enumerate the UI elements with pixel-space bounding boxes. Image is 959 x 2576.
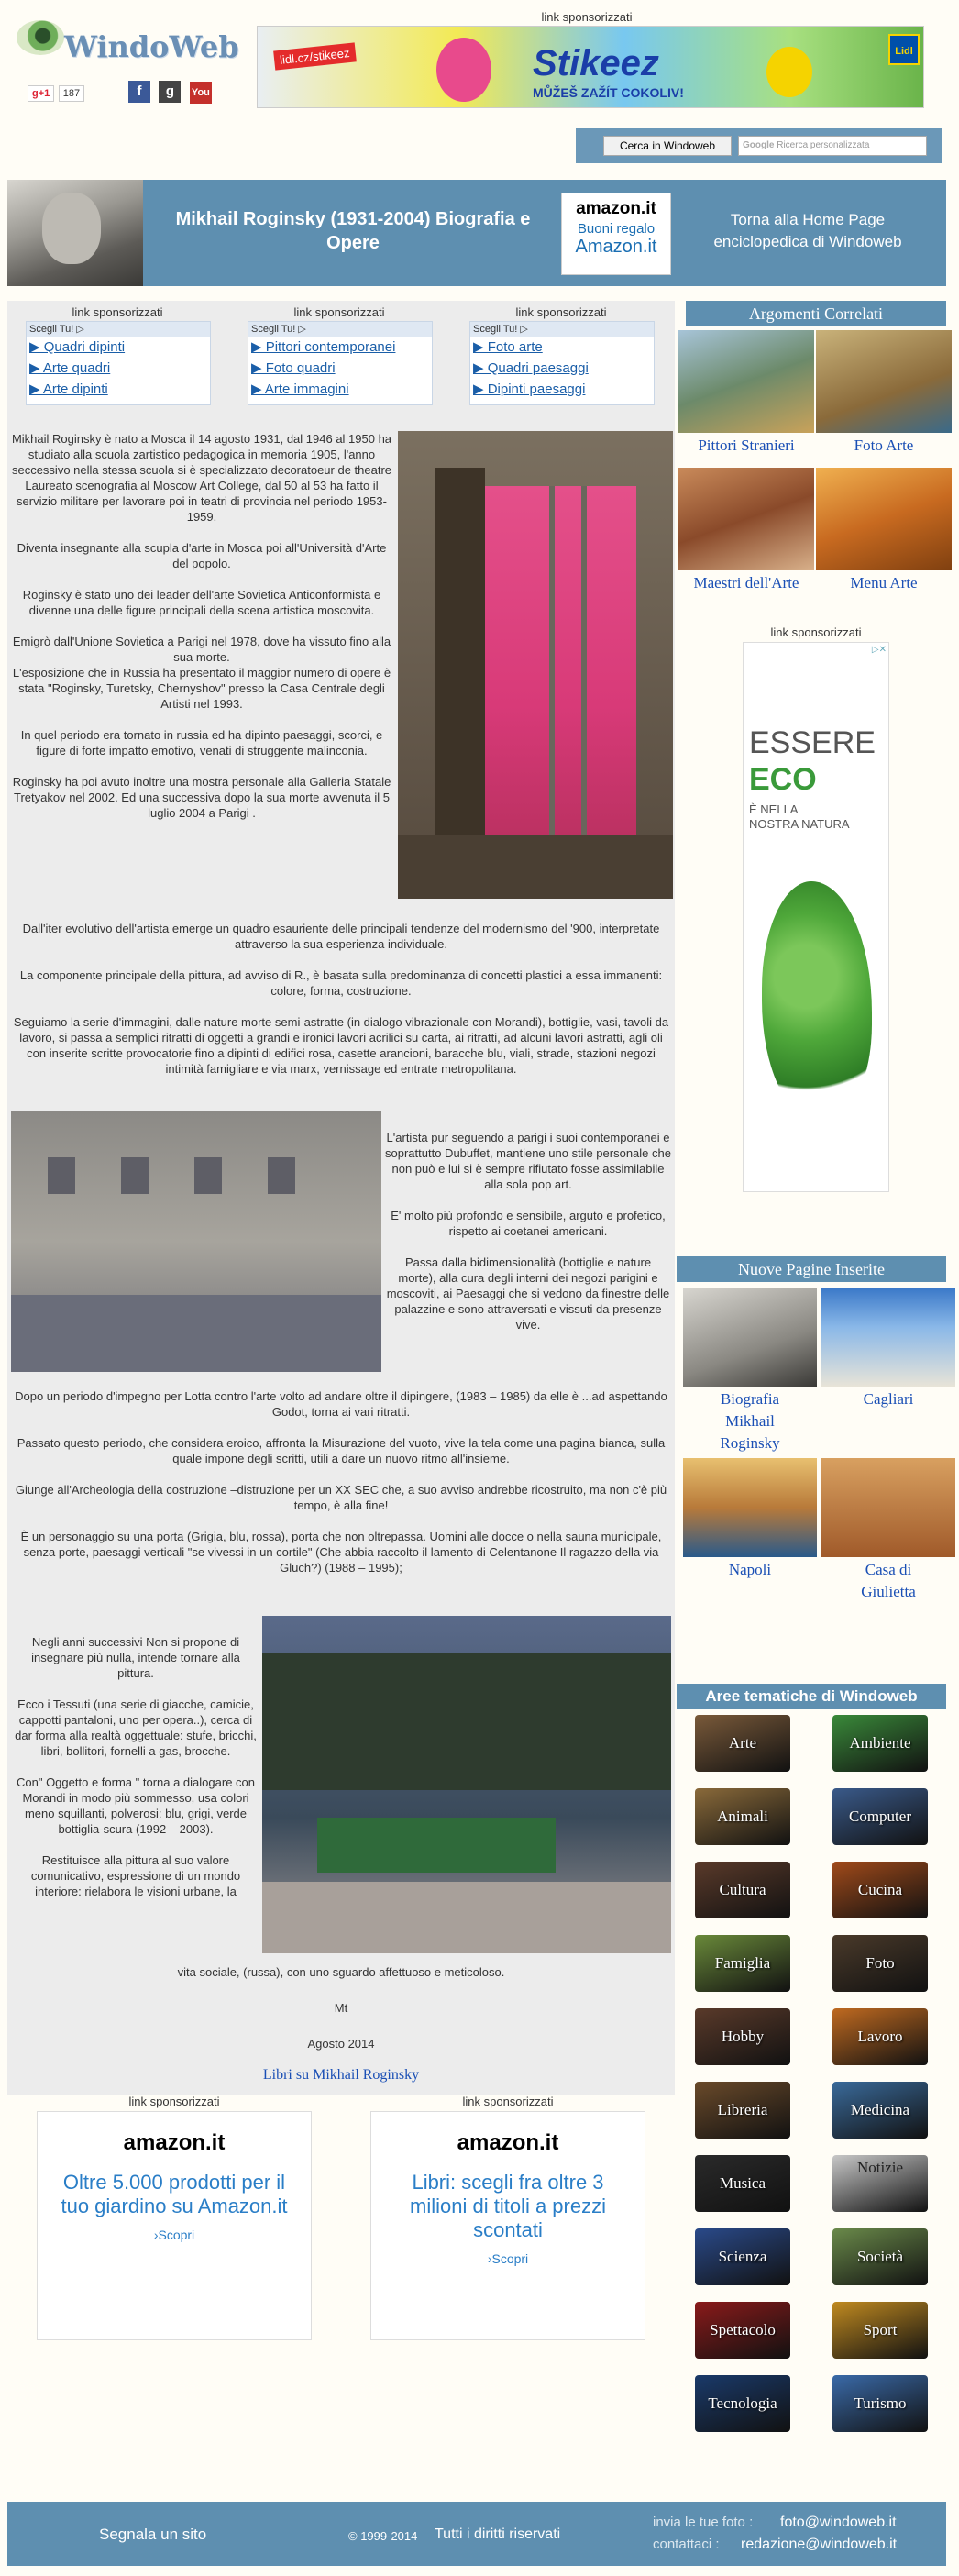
- adblock-label: link sponsorizzati: [72, 305, 163, 319]
- amazon-bottom-ad[interactable]: [37, 2111, 312, 2340]
- new-page-link[interactable]: Biografia Mikhail Roginsky: [720, 1390, 780, 1452]
- area-tile[interactable]: Spettacolo: [695, 2302, 790, 2359]
- article-block-5: [13, 1634, 259, 1899]
- adlink-item[interactable]: ▶ Arte immagini: [251, 381, 349, 397]
- paragraph: L'esposizione che in Russia ha presentato il maggior numero di opere è stata "Roginsky, Turetsky, Chernyshov" presso la Casa Centrale degli Artisti nel 1993.: [12, 666, 391, 711]
- ad-eco-line1: ESSERE: [749, 725, 876, 760]
- paragraph: Roginsky è stato uno dei leader dell'arte Sovietica Anticonformista e divenne una delle figure principali della scena artistica moscovita.: [22, 588, 381, 617]
- new-page-link[interactable]: Napoli: [728, 1561, 772, 1578]
- gplus-count: 187: [59, 85, 84, 102]
- new-page-thumb[interactable]: [683, 1288, 817, 1387]
- area-tile[interactable]: Animali: [695, 1788, 790, 1845]
- paragraph: Diventa insegnante alla scupla d'arte in Mosca poi all'Università d'Arte del popolo.: [17, 541, 387, 570]
- paragraph: Passato questo periodo, che considera eroico, affronta la Misurazione del vuoto, vive la tela come una pagina bianca, sulla quale impone degli scritti, utili a dare un nuovo ritmo all'insieme.: [17, 1436, 666, 1465]
- adlink-item[interactable]: ▶ Foto quadri: [251, 360, 336, 376]
- copyright: © 1999-2014: [348, 2529, 418, 2543]
- top-sponsor-label: link sponsorizzati: [541, 10, 633, 24]
- area-tile[interactable]: Tecnologia: [695, 2375, 790, 2432]
- banner-character: [436, 38, 491, 102]
- area-tile[interactable]: Scienza: [695, 2228, 790, 2285]
- area-tile[interactable]: Turismo: [832, 2375, 928, 2432]
- paragraph: E' molto più profondo e sensibile, arguto e profetico, rispetto ai coetanei americani.: [391, 1209, 666, 1238]
- painting-pink-interior: [398, 431, 673, 899]
- article-block-2: [9, 921, 673, 1077]
- adlink-box: [469, 321, 655, 405]
- paragraph: Giunge all'Archeologia della costruzione –distruzione per un XX SEC che, a suo avviso andrebbe ricostruito, ma non c'è più tempo, è alla fine!: [15, 1483, 667, 1512]
- amazon-logo: amazon.it: [457, 2130, 559, 2155]
- related-thumb[interactable]: [678, 330, 814, 433]
- artist-portrait: [7, 180, 143, 286]
- contacts-label: contattaci :: [653, 2537, 720, 2552]
- painting-grey-street: [11, 1111, 381, 1372]
- new-page-link[interactable]: Cagliari: [863, 1390, 914, 1408]
- adlink-box: [26, 321, 211, 405]
- sidebar-eco-ad[interactable]: [743, 642, 889, 1192]
- new-page-thumb[interactable]: [683, 1458, 817, 1557]
- amazon-ad-text: Oltre 5.000 prodotti per il tuo giardino su Amazon.it: [61, 2171, 288, 2217]
- search-placeholder: Ricerca personalizzata: [777, 140, 870, 150]
- bottom-ad-label: link sponsorizzati: [462, 2095, 554, 2108]
- adlink-item[interactable]: ▶ Arte quadri: [29, 360, 111, 376]
- ad-eco-line4: NOSTRA NATURA: [749, 817, 850, 831]
- paragraph: vita sociale, (russa), con uno sguardo affettuoso e meticoloso.: [177, 1965, 505, 1979]
- amazon-line2: Amazon.it: [575, 237, 657, 257]
- area-tile[interactable]: Arte: [695, 1715, 790, 1772]
- search-input[interactable]: [738, 136, 927, 156]
- area-tile[interactable]: Computer: [832, 1788, 928, 1845]
- paragraph: Restituisce alla pittura al suo valore comunicativo, espressione di un mondo interiore: rielabora le visioni urbane, la: [30, 1853, 241, 1898]
- contacts-email[interactable]: redazione@windoweb.it: [741, 2537, 898, 2552]
- adlink-item[interactable]: ▶ Dipinti paesaggi: [473, 381, 586, 397]
- amazon-ad-text: Libri: scegli fra oltre 3 milioni di titoli a prezzi scontati: [410, 2171, 606, 2241]
- amazon-logo: amazon.it: [123, 2130, 226, 2155]
- area-tile[interactable]: Lavoro: [832, 2008, 928, 2065]
- bottom-ad-label: link sponsorizzati: [128, 2095, 220, 2108]
- area-tile[interactable]: Musica: [695, 2155, 790, 2212]
- paragraph: Roginsky ha poi avuto inoltre una mostra personale alla Galleria Statale Tretyakov nel 2002. Ed una successiva dopo la sua morte avvenuta il 5 luglio 2004 a Parigi .: [12, 775, 391, 820]
- related-thumb[interactable]: [816, 330, 952, 433]
- article-date: Agosto 2014: [307, 2037, 375, 2051]
- amazon-line1: Buoni regalo: [577, 221, 656, 237]
- adlink-item[interactable]: ▶ Pittori contemporanei: [251, 339, 396, 355]
- new-page-link[interactable]: Casa di Giulietta: [861, 1561, 916, 1600]
- paragraph: La componente principale della pittura, ad avviso di R., è basata sulla predominanza di concetti plastici a essa immanenti: colore, forma, costruzione.: [19, 968, 663, 998]
- article-block-3: [385, 1130, 671, 1332]
- top-banner-ad[interactable]: [257, 26, 924, 108]
- paragraph: Con" Oggetto e forma " torna a dialogare con Morandi in modo più sommesso, usa colori meno squillanti, polverosi: blu, grigi, verde bottiglia-scura (1992 – 2003).: [17, 1775, 255, 1836]
- painting-night-street: [262, 1616, 671, 1953]
- related-thumb[interactable]: [816, 468, 952, 570]
- adlink-item[interactable]: ▶ Quadri paesaggi: [473, 360, 589, 376]
- article-block-1: [9, 431, 394, 821]
- photos-label: invia le tue foto :: [653, 2515, 754, 2530]
- related-link[interactable]: Menu Arte: [850, 574, 918, 591]
- ad-eco-line2: ECO: [749, 762, 817, 797]
- related-link[interactable]: Pittori Stranieri: [698, 437, 795, 454]
- search-brand: Google: [743, 140, 775, 150]
- new-page-thumb[interactable]: [821, 1458, 955, 1557]
- search-button[interactable]: Cerca in Windoweb: [603, 136, 732, 156]
- site-logo[interactable]: [17, 13, 239, 68]
- paragraph: Ecco i Tessuti (una serie di giacche, camicie, cappotti pantaloni, uno per opera..), cerca di dar forma alla realtà oggettuale: stufe, bricchi, libri, bollitori, fornelli a gas, brocche.: [15, 1697, 257, 1758]
- title-band: [7, 180, 946, 286]
- gplus-widget[interactable]: [28, 84, 84, 102]
- gplus-icon[interactable]: g: [159, 81, 181, 103]
- paragraph: L'artista pur seguendo a parigi i suoi contemporanei e soprattutto Dubuffet, mantiene uno stile personale che non può e lui si è sempre rifiutato fosse assimilabile alla sola pop art.: [385, 1131, 671, 1191]
- adlink-head[interactable]: Scegli Tu! ▷: [27, 322, 210, 337]
- area-tile[interactable]: Famiglia: [695, 1935, 790, 1992]
- related-link[interactable]: Maestri dell'Arte: [693, 574, 799, 591]
- article-block-4: [9, 1388, 673, 1575]
- new-page-thumb[interactable]: [821, 1288, 955, 1387]
- paragraph: Negli anni successivi Non si propone di insegnare più nulla, intende tornare alla pittura.: [31, 1635, 240, 1680]
- areas-title: Aree tematiche di Windoweb: [677, 1684, 946, 1709]
- banner-character-2: [766, 47, 812, 97]
- gplus-button[interactable]: g+1: [28, 85, 54, 102]
- adlink-item[interactable]: ▶ Quadri dipinti: [29, 339, 126, 355]
- related-link[interactable]: Foto Arte: [854, 437, 914, 454]
- area-tile[interactable]: Libreria: [695, 2082, 790, 2139]
- adlink-item[interactable]: ▶ Arte dipinti: [29, 381, 108, 397]
- area-tile[interactable]: Società: [832, 2228, 928, 2285]
- area-tile[interactable]: Cultura: [695, 1862, 790, 1918]
- amazon-logo: amazon.it: [576, 199, 656, 218]
- logo-text: WindoWeb: [64, 29, 239, 64]
- ad-close-icon[interactable]: ▷✕: [871, 645, 887, 655]
- area-tile[interactable]: Ambiente: [832, 1715, 928, 1772]
- paragraph: È un personaggio su una porta (Grigia, blu, rossa), porta che non oltrepassa. Uomini alle docce o nella sauna municipale, senza porte, paesaggi verticali "se vivessi in un cortile" (Che abbia raccolto il lamento di Celentanone Il ragazzo della via Gluch?) (1988 – 1995);: [20, 1530, 662, 1575]
- adlink-head[interactable]: Scegli Tu! ▷: [248, 322, 432, 337]
- amazon-bottom-ad[interactable]: [370, 2111, 645, 2340]
- banner-brand: Stikeez: [533, 43, 659, 83]
- paragraph: Dall'iter evolutivo dell'artista emerge un quadro esauriente delle principali tendenze del modernismo del '900, interpretate attraverso la sua esperienza individuale.: [22, 922, 660, 951]
- youtube-icon[interactable]: You: [190, 82, 212, 104]
- paragraph: In quel periodo era tornato in russia ed ha dipinto paesaggi, scorci, e figure di forte impatto emotivo, venati di struggente malinconia.: [20, 728, 383, 757]
- area-tile[interactable]: Hobby: [695, 2008, 790, 2065]
- adblock-label: link sponsorizzati: [515, 305, 607, 319]
- paragraph: Emigrò dall'Unione Sovietica a Parigi nel 1978, dove ha vissuto fino alla sua morte.: [12, 635, 391, 664]
- adblock-label: link sponsorizzati: [293, 305, 385, 319]
- ad-eco-line3: È NELLA: [749, 802, 799, 816]
- footer: [7, 2502, 946, 2566]
- banner-tagline: MŮŽEŠ ZAŽÍT COKOLIV!: [533, 85, 684, 100]
- area-tile[interactable]: Medicina: [832, 2082, 928, 2139]
- signature: Mt: [334, 2001, 348, 2015]
- signal-site-link[interactable]: Segnala un sito: [99, 2526, 207, 2543]
- adlink-head[interactable]: Scegli Tu! ▷: [470, 322, 654, 337]
- area-tile[interactable]: Sport: [832, 2302, 928, 2359]
- paragraph: Mikhail Roginsky è nato a Mosca il 14 agosto 1931, dal 1946 al 1950 ha studiato alla scuola zartistico pedagogica in memoria 1905, l'anno seccessivo nella stessa scuola si è specializzato decoratoeur de theatre Laureato scenografia al Moscow Art College, dal 50 al 53 ha fatto il servizio militare per lavorare poi in teatri di provincia nel periodo 1953-1959.: [11, 432, 392, 524]
- social-icons: [128, 81, 212, 104]
- eye-icon: [17, 20, 64, 55]
- area-tile[interactable]: Foto: [832, 1935, 928, 1992]
- home-link[interactable]: Torna alla Home Page enciclopedica di Windoweb: [713, 211, 902, 250]
- banner-small-text: lidl.cz/stikeez: [273, 42, 356, 70]
- related-title: Argomenti Correlati: [686, 301, 946, 326]
- sidebar-sponsor-label: link sponsorizzati: [770, 625, 862, 639]
- banner-lidl-logo: Lidl: [888, 34, 920, 65]
- adlink-box: [248, 321, 433, 405]
- area-tile[interactable]: Notizie: [832, 2155, 928, 2212]
- related-thumb[interactable]: [678, 468, 814, 570]
- paragraph: Seguiamo la serie d'immagini, dalle nature morte semi-astratte (in dialogo vibrazionale con Morandi), bottiglie, vasi, tavoli da lavoro, si passa a semplici ritratti di oggetti a grandi e ironici lavori acrilici su carta, ai ritratti, ad alcuni lavori astratti, agli oli con inserite scritte provocatorie fino a dipinti di edifici rosa, casette arancioni, baracche blu, viali, strade, stazioni negozi intimità famigliare e via marx, vernissage ed entrate metropolitana.: [13, 1015, 669, 1076]
- rights: Tutti i diritti riservati: [435, 2526, 561, 2542]
- paragraph: Dopo un periodo d'impegno per Lotta contro l'arte volto ad andare oltre il dipingere, (1983 – 1985) da elle è ...ad aspettando Godot, torna ai vari ritratti.: [15, 1389, 667, 1419]
- page-title: Mikhail Roginsky (1931-2004) Biografia e Opere: [175, 209, 531, 253]
- amazon-ad-cta[interactable]: ›Scopri: [487, 2251, 529, 2266]
- amazon-gift-ad[interactable]: [561, 193, 671, 275]
- photos-email[interactable]: foto@windoweb.it: [780, 2515, 897, 2530]
- new-pages-title: Nuove Pagine Inserite: [677, 1256, 946, 1282]
- adlink-item[interactable]: ▶ Foto arte: [473, 339, 543, 355]
- facebook-icon[interactable]: f: [128, 81, 150, 103]
- paragraph: Passa dalla bidimensionalità (bottiglie e nature morte), alla cura degli interni dei negozi parigini e moscoviti, ai Paesaggi che si vedono da finestre delle palazzine e sono attraversati e vissuti da presenze vive.: [386, 1255, 670, 1332]
- books-link[interactable]: Libri su Mikhail Roginsky: [262, 2067, 420, 2083]
- area-tile[interactable]: Cucina: [832, 1862, 928, 1918]
- ad-leaf-head-image: [762, 881, 872, 1120]
- amazon-ad-cta[interactable]: ›Scopri: [153, 2228, 195, 2242]
- search-bar: [576, 128, 942, 163]
